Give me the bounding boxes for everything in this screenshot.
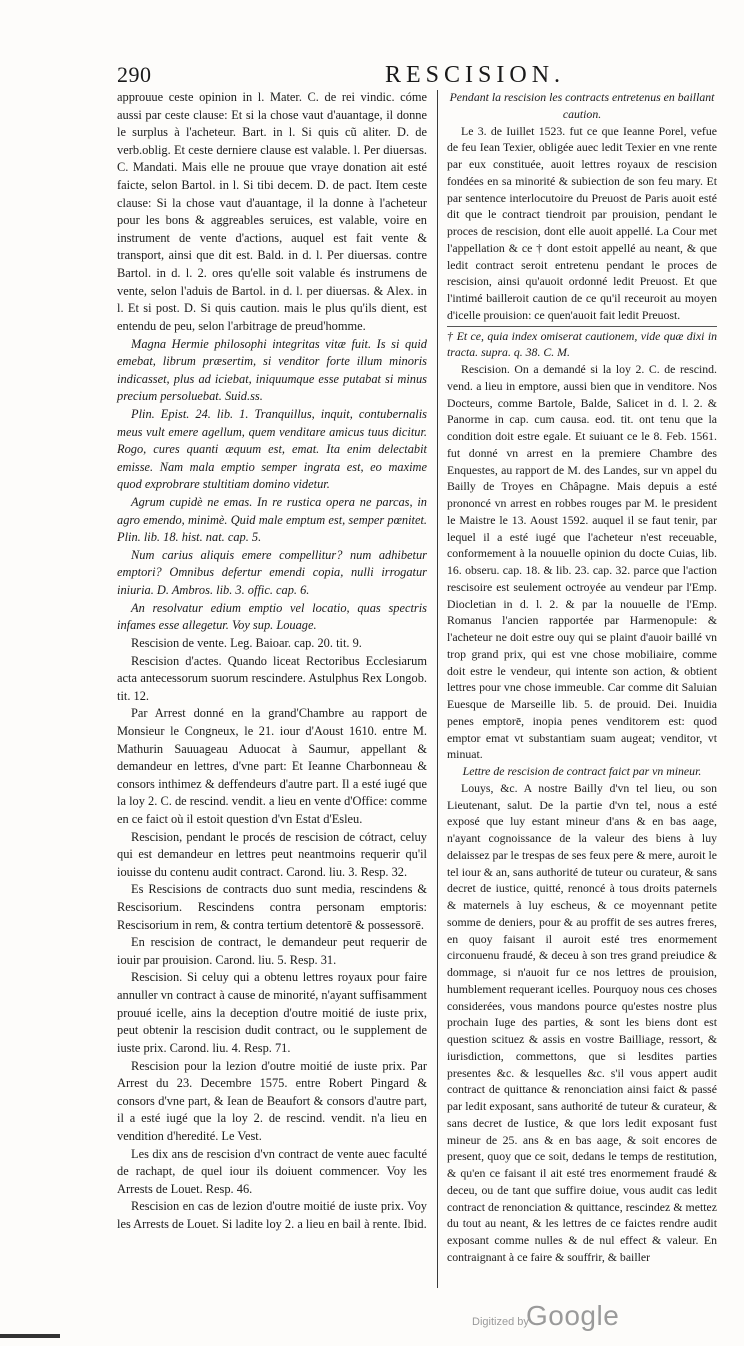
latin-quote: Plin. Epist. 24. lib. 1. Tranquillus, inquit, contubernalis meus vult emere agellum, quem venditare amicus tuus dicitur. Rogo, cures quanti æquum est, emat. Ita enim delectabit emisse. Nam mala emptio semper ingrata est, eo maxime quod exprobrare stultitiam domino videtur.	[117, 406, 427, 492]
latin-quote: Num carius aliquis emere compellitur? num adhibetur emptori? Omnibus defertur emendi copia, nulli irrogatur iniuria. D. Ambros. lib. 3. offic. cap. 6.	[117, 547, 427, 598]
paragraph: Rescision, pendant le procés de rescision de cótract, celuy qui est demandeur en lettres peut neantmoins requerir qu'il iouisse du contenu audit contract. Carond. liu. 3. Resp. 32.	[117, 829, 427, 879]
paragraph: Es Rescisions de contracts duo sunt media, rescindens & Rescisorium. Rescindens contra personam emptoris: Rescisorium in rem, & contra tertium detentorē & possessorē.	[117, 882, 427, 932]
right-column	[447, 89, 717, 1266]
paragraph: Les dix ans de rescision d'vn contract de vente auec faculté de rachapt, de quel iour ils doiuent commencer. Voy les Arrests de Louet. Resp. 46.	[117, 1146, 427, 1196]
column-divider	[437, 90, 438, 1288]
running-title: RESCISION.	[385, 62, 566, 88]
section-heading: Pendant la rescision les contracts entretenus en baillant caution.	[449, 90, 715, 121]
google-watermark	[472, 1302, 732, 1332]
latin-quote: Magna Hermie philosophi integritas vitæ fuit. Is si quid emebat, librum præsertim, si venditor forte illum minoris indicasset, plus ad iciebat, iniquumque esse putabat si minus precium persoluebat. Suid.ss.	[117, 336, 427, 404]
page-header	[117, 62, 717, 88]
page-number: 290	[117, 62, 152, 87]
section-heading: Lettre de rescision de contract faict par vn mineur.	[462, 764, 702, 778]
google-logo: Google	[526, 1300, 620, 1331]
latin-quote: Agrum cupidè ne emas. In re rustica opera ne parcas, in agro emendo, minimè. Quid male emptum est, semper pœnitet. Plin. lib. 18. hist. nat. cap. 5.	[117, 495, 427, 545]
paragraph: Rescision. Si celuy qui a obtenu lettres royaux pour faire annuller vn contract à cause de minorité, n'ayant suffisamment prouué icelle, ains la deception d'outre moitié de iuste prix, peut obtenir la rescision dudit contract, ou le supplement de iuste prix. Carond. liu. 4. Resp. 71.	[117, 970, 427, 1055]
paragraph: Rescision en cas de lezion d'outre moitié de iuste prix. Voy les Arrests de Louet. Si ladite loy 2. a lieu en bail à rente. Ibid.	[117, 1199, 427, 1231]
marginal-note: † Et ce, quia index omiserat cautionem, vide quæ dixi in tracta. supra. q. 38. C. M.	[447, 326, 717, 362]
left-column	[117, 89, 427, 1234]
paragraph: Louys, &c. A nostre Bailly d'vn tel lieu, ou son Lieutenant, salut. De la partie d'vn tel, nous a esté exposé que luy estant mineur d'ans & en bas aage, n'ayant cognoissance de la valeur des biens à luy delaissez par le trespas de ses feux pere & mere, auroit le tel iour & an, sans authorité de tuteur ou curateur, & sans decret de iustice, quitté, renoncé à tous droits paternels & maternels à luy escheus, & ce moyennant petite somme de deniers, pour & au proffit de ses autres freres, en quoy faisant il auroit esté tres enormement circonuenu fraudé, & deceu à son tres grand preiudice & dommage, si n'auoit fur ce nos lettres de prouision, humblement requerant icelles. Pourquoy nous ces choses considerées, vous mandons pource qu'estes nostre plus prochain Iuge des parties, & sont les biens dont est question scituez & assis en vostre Bailliage, ressort, & iurisdiction, commettons, que si lesdites parties presentes &c. & lesquelles &c. s'il vous appert audit contract de quittance & renonciation ainsi faict & passé par ledit exposant, sans authorité de tuteur & curateur, & sans decret de Iustice, & que lors ledit exposant fust mineur de 25. ans & en bas aage, & soit encores de present, quoy que ce soit, dedans le temps de restitution, & qu'en ce faisant il ait esté tres enormement fraudé & deceu, ou de tant que suffire doiue, vous audit cas ledit contract de renonciation & quittance, rescindez & mettez du tout au neant, & les lettres de ce faictes rendre audit exposant comme nulles & de nul effect & valeur. En contraignant à ce faire & souffrir, & bailler	[447, 780, 717, 1264]
paragraph: Le 3. de Iuillet 1523. fut ce que Ieanne Porel, vefue de feu Iean Texier, obligée auec ledit Texier en vne rente par eux constituée, auoit lettres royaux de rescision fondées en sa minorité & subiection de son feu mary. Et par sentence interlocutoire du Preuost de Paris auoit esté dit que le contract tiendroit par prouision, pendant le proces de rescision, dont elle auoit appellé. La Cour met l'appellation & ce † dont estoit appellé au neant, & que ledit contract seroit entretenu pendant le proces de rescision, ainsi qu'auoit ordonné ledit Preuost. Et que l'intimé bailleroit caution de ce qu'il receuroit au moyen d'icelle prouision: ce quen'auoit fait ledit Preuost.	[447, 123, 717, 322]
paragraph: approuue ceste opinion in l. Mater. C. de rei vindic. cóme aussi par ceste clause: Et si la chose vaut d'auantage, il donne le surplus à l'acheteur. Bart. in l. Si quis cũ aliter. D. de verb.oblig. Et ceste derniere clause est valable. l. Per diuersas. C. Mandati. Mais elle ne prouue que vraye donation ait esté faicte, selon Bartol. in l. Si tibi decem. D. de pact. Item ceste clause: Si la chose vaut d'auantage, il la donne à l'acheteur pour les bons & aggreables seruices, est valable, voire en instrument de vente d'actions, auquel est fait vente & transport, ainsi que dit est. Bald. in d. l. Per diuersas. contre Bartol. in d. l. 2. ores qu'elle soit valable és instrumens de vente, selon l'aduis de Bartol. in d. l. per diuersas. & Alex. in l. Et si post. D. Si quis caution. mais le plus qu'ils dient, est entendu de peu, selon l'arbitrage de preud'homme.	[117, 90, 427, 333]
paragraph: En rescision de contract, le demandeur peut requerir de iouir par prouision. Carond. liu. 5. Resp. 31.	[117, 935, 427, 967]
paragraph: Rescision de vente. Leg. Baioar. cap. 20. tit. 9.	[131, 635, 362, 650]
paragraph: Par Arrest donné en la grand'Chambre au rapport de Monsieur le Congneux, le 21. iour d'Aoust 1610. entre M. Mathurin Sauuageau Aduocat à Saumur, appellant & demandeur en lettres, d'vne part: Et Ieanne Charbonneau & consors inthimez & deffendeurs d'autre part. Il a esté iugé que la loy 2. C. de rescind. vendit. a lieu en vente d'Office: comme en ce faict où il estoit question d'vn Estat d'Esleu.	[117, 706, 427, 826]
paragraph: Rescision. On a demandé si la loy 2. C. de rescind. vend. a lieu in emptore, aussi bien que in venditore. Nos Docteurs, comme Bartole, Balde, Salicet in d. l. 2. & Panorme in cap. cum causa. eod. tit. ont tenu que la condition doit estre egale. Et suiuant ce le 8. Feb. 1561. fut donné vn arrest en la premiere Chambre des Enquestes, au rapport de M. des Landes, sur vn appel du Bailly de Troyes en Châpagne. Mais depuis a esté prononcé vn arrest en robbes rouges par M. le president le Maistre le 13. Aoust 1592. auquel il se faut tenir, par lequel il a esté iugé que l'acheteur n'est receuable, conformement à la nouuelle opinion du docte Cuias, lib. 16. obseru. cap. 18. & lib. 23. cap. 32. parce que l'action rescisoire est seulement octroyée au vendeur par l'Emp. Diocletian in d. l. 2. & par la nouuelle de l'Emp. Romanus l'ancien rapportée par Harmenopule: & l'acheteur ne doit estre ouy qui se plaint d'auoir baillé vn trop grand prix, qui est vne chose mobiliaire, comme doit estre le vendeur, qui intente son action, & obtient lettres pour vne chose immeuble. Car comme dit Saluian Euesque de Marseille lib. 5. de prouid. Dei. Inuidia penes emptorē, inopia penes venditorem est: quod emptor emat vt substantiam suam augeat; venditor, vt minuat.	[447, 362, 717, 762]
paragraph: Rescision pour la lezion d'outre moitié de iuste prix. Par Arrest du 23. Decembre 1575. entre Robert Pingard & consors d'vne part, & Iean de Beaufort & consors d'autre part, il a esté iugé que la loy 2. de rescind. vendit. n'a lieu en vendition d'heredité. Le Vest.	[117, 1058, 427, 1143]
watermark-prefix: Digitized by	[472, 1316, 529, 1328]
scan-edge-mark	[0, 1334, 60, 1338]
latin-quote: An resolvatur edium emptio vel locatio, quas spectris infames esse allegetur. Voy sup. Louage.	[117, 600, 427, 633]
paragraph: Rescision d'actes. Quando liceat Rectoribus Ecclesiarum acta antecessorum suorum rescindere. Astulphus Rex Longob. tit. 12.	[117, 653, 427, 703]
